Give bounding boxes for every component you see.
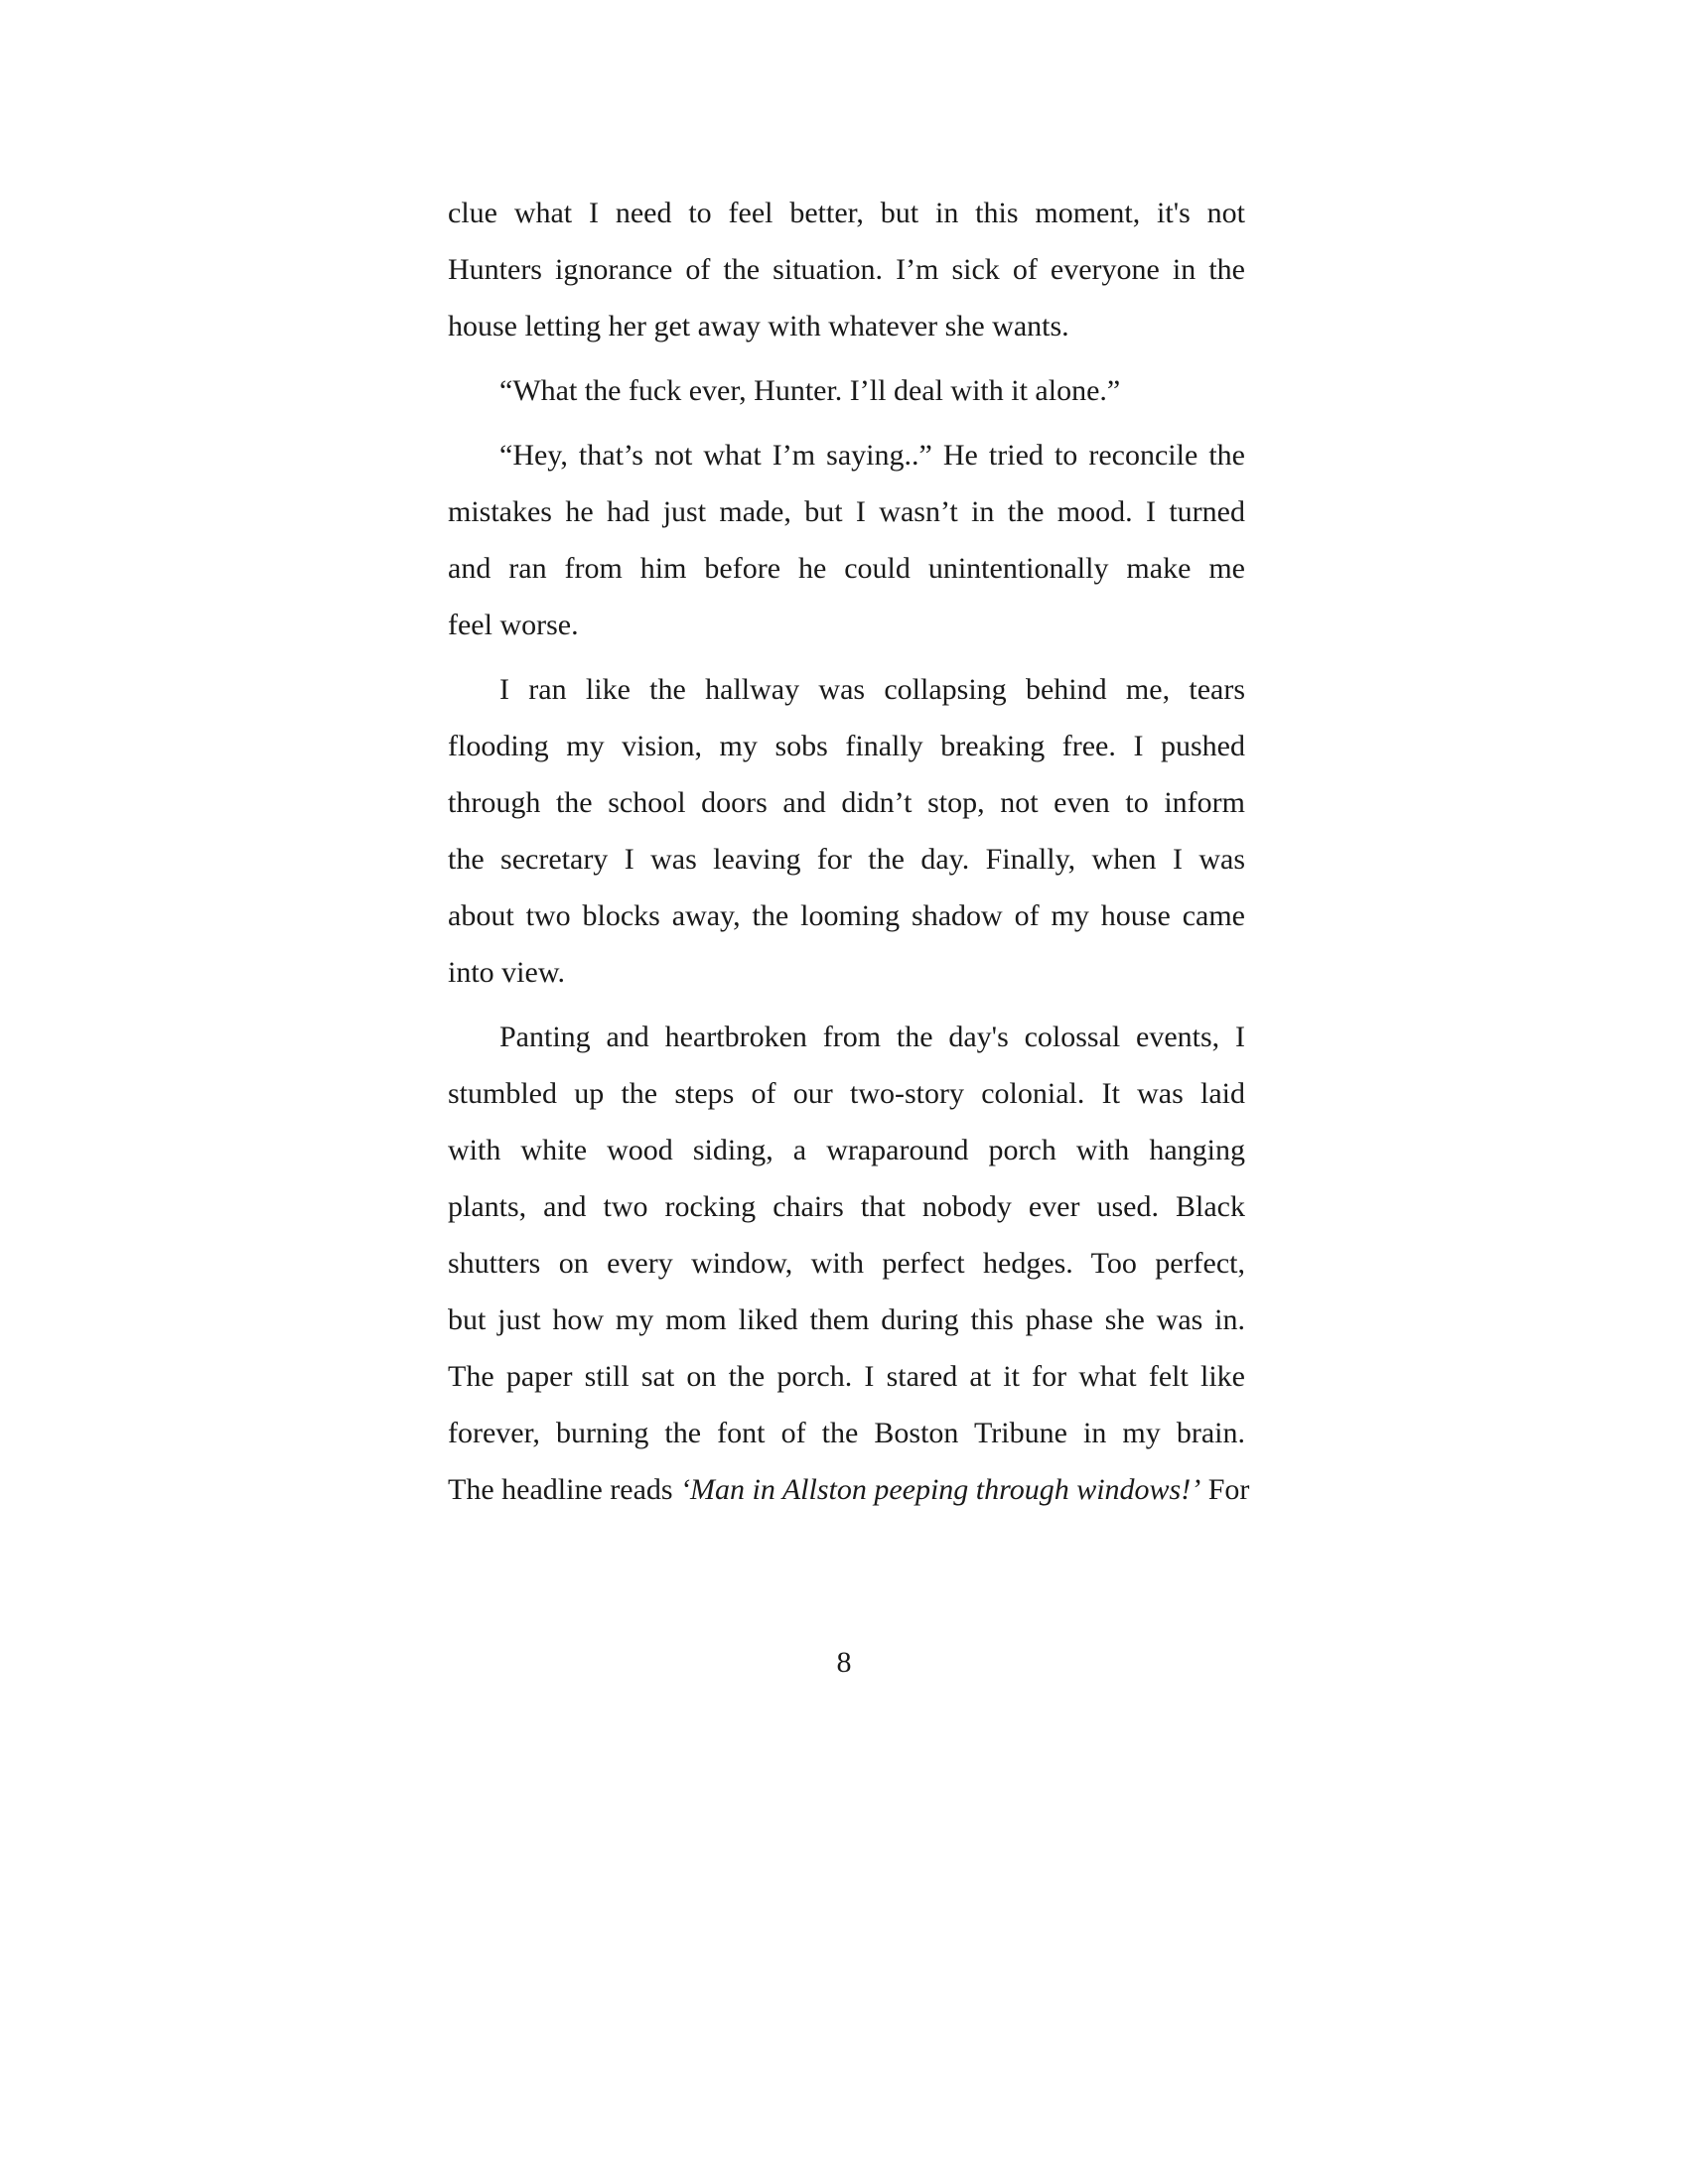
text-line: shutters on every window, with perfect hedges. Too perfect, [448,1247,1245,1280]
text-line: feel worse. [448,609,579,641]
text-line: and ran from him before he could unintentionally make me [448,552,1245,585]
text-segment: The headline reads [448,1473,681,1506]
text-line: house letting her get away with whatever she wants. [448,310,1069,342]
text-line: about two blocks away, the looming shadow of my house came [448,899,1245,932]
text-line: Panting and heartbroken from the day's colossal events, I [499,1021,1245,1053]
text-line: forever, burning the font of the Boston Tribune in my brain. [448,1417,1245,1449]
paragraph-1 [448,185,1245,354]
page-number: 8 [836,1646,852,1679]
text-line: mistakes he had just made, but I wasn’t in the mood. I turned [448,495,1245,528]
text-line: stumbled up the steps of our two-story colonial. It was laid [448,1077,1245,1110]
text-line: “What the fuck ever, Hunter. I’ll deal with it alone.” [499,374,1121,407]
text-line: through the school doors and didn’t stop, not even to inform [448,786,1245,819]
text-line: The paper still sat on the porch. I stared at it for what felt like [448,1360,1245,1393]
paragraph-5 [448,1009,1250,1518]
paragraph-4 [448,661,1245,1001]
text-line: plants, and two rocking chairs that nobody ever used. Black [448,1190,1245,1223]
paragraph-2 [448,362,1245,419]
text-line: the secretary I was leaving for the day. Finally, when I was [448,843,1245,876]
body-text [448,185,1250,1526]
text-line: “Hey, that’s not what I’m saying..” He tried to reconcile the [499,439,1245,472]
text-line: clue what I need to feel better, but in this moment, it's not [448,197,1245,229]
text-line: with white wood siding, a wraparound porch with hanging [448,1134,1245,1166]
text-line: flooding my vision, my sobs finally breaking free. I pushed [448,730,1245,762]
text-line: Hunters ignorance of the situation. I’m sick of everyone in the [448,253,1245,286]
text-line: I ran like the hallway was collapsing behind me, tears [499,673,1245,706]
text-line: but just how my mom liked them during this phase she was in. [448,1303,1245,1336]
newspaper-headline: ‘Man in Allston peeping through windows!’ [680,1473,1201,1506]
text-line: into view. [448,956,566,989]
paragraph-3 [448,427,1245,653]
text-line-headline [448,1461,1250,1518]
text-segment: For [1200,1473,1250,1506]
